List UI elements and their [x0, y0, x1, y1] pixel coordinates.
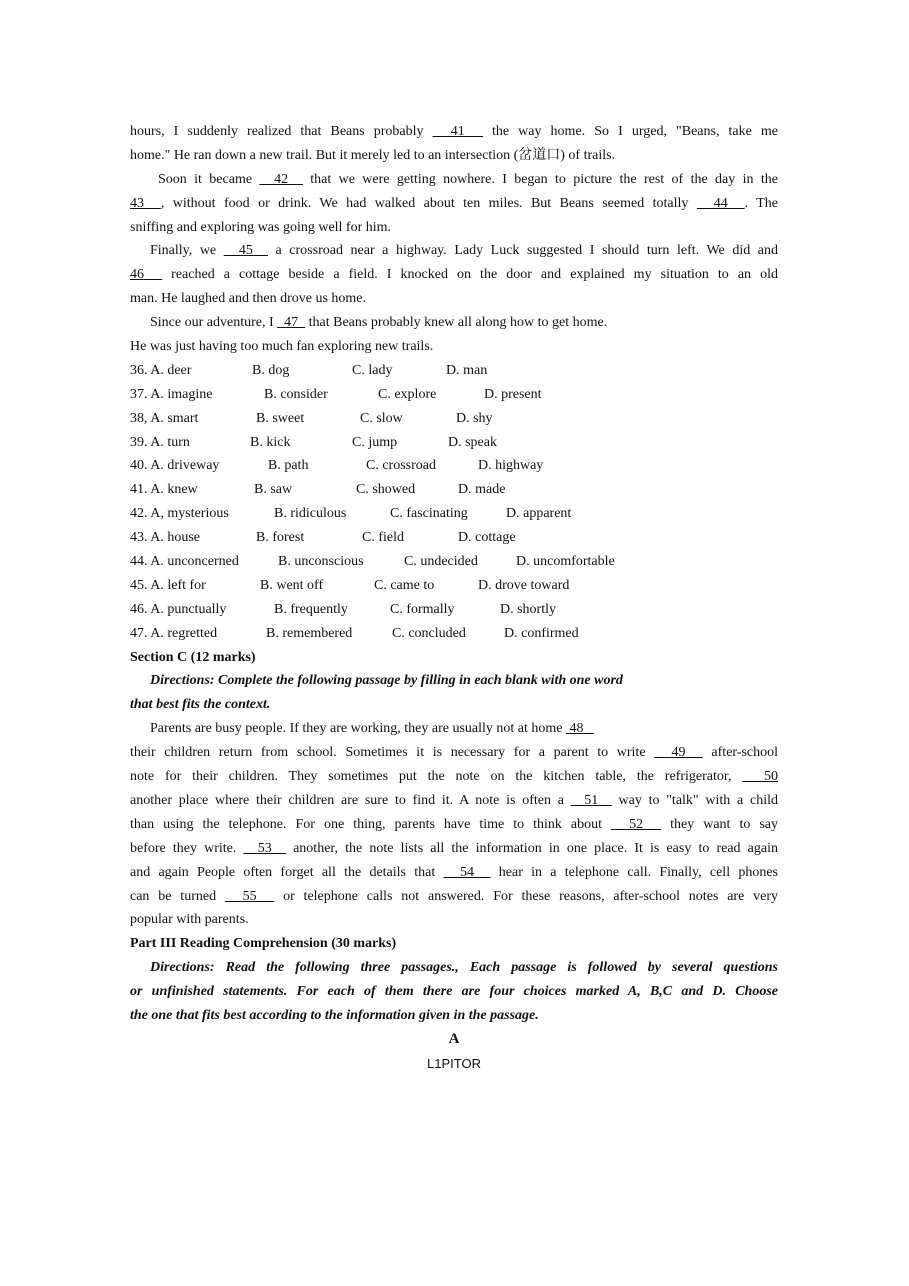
passage-line [130, 120, 778, 144]
option-row [130, 622, 778, 646]
part3-heading: Part III Reading Comprehension (30 marks) [130, 936, 397, 952]
passage-line [130, 837, 778, 861]
option-a: 40. A. driveway [130, 458, 220, 474]
options-list [130, 359, 778, 646]
text-run: , without food or drink. We had walked about ten miles. But Beans seemed totally [160, 195, 697, 211]
text-run: that we were getting nowhere. I began to picture the rest of the day in the [302, 171, 778, 187]
blank-42: 42 [259, 171, 303, 187]
option-row [130, 502, 778, 526]
text-run: hear in a telephone call. Finally, cell phones [490, 864, 778, 880]
option-row [130, 478, 778, 502]
option-d: D. man [446, 362, 488, 378]
option-row [130, 454, 778, 478]
text-run: they want to say [661, 816, 779, 832]
option-a: 46. A. punctually [130, 601, 227, 617]
passage-title: L1PITOR [427, 1055, 481, 1071]
passage-line [130, 192, 778, 216]
section-c-heading: Section C (12 marks) [130, 649, 256, 665]
text-run: another, the note lists all the information in one place. It is easy to read again [285, 840, 778, 856]
option-a: 45. A. left for [130, 577, 206, 593]
passage-line [130, 741, 778, 765]
text-run: . The [744, 195, 779, 211]
text-run: and again People often forget all the details that [130, 864, 444, 880]
text-run: than using the telephone. For one thing, parents have time to think about [130, 816, 612, 832]
text-run: after-school [702, 745, 779, 761]
text-run: or telephone calls not answered. For these reasons, after-school notes are very [274, 888, 778, 904]
blank-52: 52 [611, 816, 662, 832]
document-page [130, 120, 778, 1076]
option-row [130, 359, 778, 383]
option-row [130, 574, 778, 598]
blank-49: 49 [654, 745, 703, 761]
blank-55: 55 [224, 888, 275, 904]
text-run: Parents are busy people. If they are working, they are usually not at home [150, 721, 566, 737]
passage-line [130, 861, 778, 885]
part3-directions: or unfinished statements. For each of them there are four choices marked A, B,C and D. Choose [130, 984, 778, 1000]
option-c: C. jump [352, 434, 398, 450]
option-d: D. shortly [500, 601, 556, 617]
text-run: another place where their children are sure to find it. A note is often a [130, 792, 571, 808]
option-b: B. saw [254, 482, 293, 498]
option-b: B. path [268, 458, 309, 474]
section-letter: A [448, 1030, 460, 1047]
option-d: D. cottage [458, 530, 516, 546]
text-run: Finally, we [150, 243, 224, 259]
passage-line: He was just having too much fan exploring new trails. [130, 339, 434, 355]
text-run: Soon it became [158, 171, 260, 187]
passage-line: man. He laughed and then drove us home. [130, 291, 366, 307]
option-row [130, 550, 778, 574]
option-a: 37. A. imagine [130, 386, 213, 402]
section-c-directions: Directions: Complete the following passage by filling in each blank with one word [150, 673, 623, 689]
passage-line [130, 885, 778, 909]
passage-line: popular with parents. [130, 912, 249, 928]
option-b: B. kick [250, 434, 291, 450]
blank-43: 43 [130, 195, 161, 211]
blank-45: 45 [223, 243, 268, 259]
option-b: B. ridiculous [274, 506, 347, 522]
option-a: 44. A. unconcerned [130, 554, 239, 570]
option-c: C. formally [390, 601, 455, 617]
option-d: D. uncomfortable [516, 554, 615, 570]
blank-46: 46 [130, 267, 163, 283]
passage-line [130, 765, 778, 789]
option-d: D. shy [456, 410, 493, 426]
passage-line [130, 168, 778, 192]
blank-44: 44 [696, 195, 745, 211]
blank-41: 41 [432, 124, 483, 139]
passage-line [130, 239, 778, 263]
option-b: B. forest [256, 530, 305, 546]
text-run: can be turned [130, 888, 225, 904]
text-run: that Beans probably knew all along how to get home. [305, 315, 608, 331]
option-c: C. explore [378, 386, 437, 402]
blank-47: 47 [277, 315, 306, 331]
option-d: D. apparent [506, 506, 572, 522]
blank-50: 50 [742, 769, 778, 785]
option-row [130, 407, 778, 431]
option-a: 47. A. regretted [130, 625, 218, 641]
option-c: C. came to [374, 577, 435, 593]
option-a: 41. A. knew [130, 482, 198, 498]
option-c: C. field [362, 530, 404, 546]
text-run: their children return from school. Sometimes it is necessary for a parent to write [130, 745, 655, 761]
text-run: way to "talk" with a child [611, 792, 779, 808]
option-d: D. highway [478, 458, 544, 474]
option-d: D. made [458, 482, 506, 498]
option-c: C. fascinating [390, 506, 468, 522]
option-d: D. speak [448, 434, 497, 450]
option-a: 43. A. house [130, 530, 200, 546]
option-d: D. drove toward [478, 577, 570, 593]
option-b: B. remembered [266, 625, 353, 641]
text-run: Since our adventure, I [150, 315, 278, 331]
passage-line [130, 813, 778, 837]
option-c: C. undecided [404, 554, 478, 570]
option-d: D. confirmed [504, 625, 579, 641]
passage-line [130, 311, 778, 335]
option-row [130, 526, 778, 550]
passage-line [130, 789, 778, 813]
option-a: 36. A. deer [130, 362, 192, 378]
option-row [130, 383, 778, 407]
blank-51: 51 [570, 792, 612, 808]
text-run: a crossroad near a highway. Lady Luck suggested I should turn left. We did and [267, 243, 778, 259]
text-run: hours, I suddenly realized that Beans probably [130, 124, 433, 139]
text-run: before they write. [130, 840, 244, 856]
option-c: C. lady [352, 362, 393, 378]
option-a: 42. A, mysterious [130, 506, 229, 522]
blank-48: 48 [565, 721, 594, 737]
section-c-directions: that best fits the context. [130, 697, 271, 713]
option-b: B. sweet [256, 410, 305, 426]
option-a: 38, A. smart [130, 410, 199, 426]
option-d: D. present [484, 386, 542, 402]
part3-directions: the one that fits best according to the information given in the passage. [130, 1007, 539, 1023]
option-b: B. consider [264, 386, 328, 402]
option-a: 39. A. turn [130, 434, 190, 450]
text-run: the way home. So I urged, "Beans, take me [482, 124, 779, 139]
option-b: B. dog [252, 362, 290, 378]
part3-directions: Directions: Read the following three passages., Each passage is followed by several questions [150, 960, 778, 976]
option-row [130, 598, 778, 622]
passage-line [130, 717, 778, 741]
text-run: note for their children. They sometimes put the note on the kitchen table, the refrigerator, [130, 769, 743, 785]
option-c: C. crossroad [366, 458, 436, 474]
blank-54: 54 [443, 864, 491, 880]
passage-line: home." He ran down a new trail. But it merely led to an intersection (岔道口) of trails. [130, 147, 616, 163]
blank-53: 53 [243, 840, 286, 856]
passage-line: sniffing and exploring was going well for him. [130, 219, 392, 235]
option-b: B. frequently [274, 601, 348, 617]
text-run: reached a cottage beside a field. I knocked on the door and explained my situation to an old [162, 267, 779, 283]
option-b: B. unconscious [278, 554, 364, 570]
option-b: B. went off [260, 577, 324, 593]
option-c: C. slow [360, 410, 403, 426]
option-c: C. concluded [392, 625, 466, 641]
passage-line [130, 263, 778, 287]
option-c: C. showed [356, 482, 416, 498]
option-row [130, 431, 778, 455]
